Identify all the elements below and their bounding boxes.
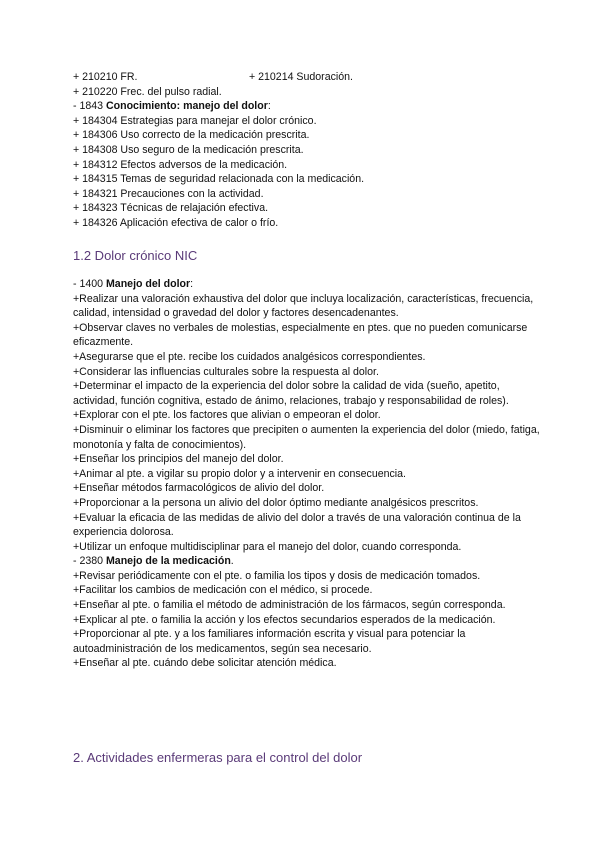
list-item: +Realizar una valoración exhaustiva del dolor que incluya localización, características, frecuencia, calidad, intensidad o gravedad del dolor y factores desencadenantes. bbox=[73, 292, 534, 320]
list-item: +Animar al pte. a vigilar su propio dolor y a intervenir en consecuencia. bbox=[73, 467, 406, 480]
list-item: +Observar claves no verbales de molestias, especialmente en ptes. que no pueden comunicarse eficazmente. bbox=[73, 321, 528, 349]
list-item: +Proporcionar a la persona un alivio del dolor óptimo mediante analgésicos prescritos. bbox=[73, 496, 479, 509]
section-2380-title: - 2380 Manejo de la medicación. bbox=[73, 555, 234, 568]
list-item: + 184312 Efectos adversos de la medicación. bbox=[73, 158, 288, 171]
list-item: +Proporcionar al pte. y a los familiares información escrita y visual para potenciar la autoadministración de los medicamentos, según sea necesario. bbox=[73, 628, 466, 655]
section-heading-1-2: 1.2 Dolor crónico NIC bbox=[73, 248, 198, 263]
list-item: +Enseñar al pte. o familia el método de administración de los fármacos, según corresponda. bbox=[73, 599, 506, 612]
list-item: + 184321 Precauciones con la actividad. bbox=[73, 187, 264, 200]
section-1843-title: - 1843 Conocimiento: manejo del dolor: bbox=[73, 100, 271, 113]
section-1400-title: - 1400 Manejo del dolor: bbox=[73, 278, 194, 290]
indicator-fr: + 210210 FR. bbox=[73, 71, 138, 83]
list-item: +Explicar al pte. o familia la acción y los efectos secundarios esperados de la medicación. bbox=[73, 613, 496, 626]
noc-block bbox=[73, 70, 543, 231]
indicator-pulso: + 210220 Frec. del pulso radial. bbox=[73, 85, 222, 98]
list-item: +Enseñar los principios del manejo del dolor. bbox=[73, 453, 284, 466]
list-item: +Facilitar los cambios de medicación con el médico, si procede. bbox=[73, 584, 373, 597]
list-item: +Disminuir o eliminar los factores que precipiten o aumenten la experiencia del dolor (miedo, fatiga, monotonía y falta de conocimientos). bbox=[73, 423, 540, 451]
list-item: + 184308 Uso seguro de la medicación prescrita. bbox=[73, 143, 304, 156]
list-item: + 184323 Técnicas de relajación efectiva. bbox=[73, 202, 269, 215]
nic-block bbox=[73, 277, 543, 671]
indicator-row bbox=[73, 70, 543, 85]
list-item: +Considerar las influencias culturales sobre la respuesta al dolor. bbox=[73, 365, 379, 378]
list-item: + 184304 Estrategias para manejar el dolor crónico. bbox=[73, 114, 317, 127]
list-item: + 184315 Temas de seguridad relacionada con la medicación. bbox=[73, 173, 365, 186]
list-item: +Enseñar métodos farmacológicos de alivio del dolor. bbox=[73, 482, 325, 495]
list-item: + 184306 Uso correcto de la medicación prescrita. bbox=[73, 129, 310, 142]
list-item: +Asegurarse que el pte. recibe los cuidados analgésicos correspondientes. bbox=[73, 350, 426, 363]
list-item: +Revisar periódicamente con el pte. o familia los tipos y dosis de medicación tomados. bbox=[73, 569, 481, 582]
list-item: + 184326 Aplicación efectiva de calor o frío. bbox=[73, 216, 279, 229]
list-item: +Enseñar al pte. cuándo debe solicitar atención médica. bbox=[73, 657, 337, 670]
list-item: +Utilizar un enfoque multidisciplinar para el manejo del dolor, cuando corresponda. bbox=[73, 540, 462, 553]
list-item: +Determinar el impacto de la experiencia del dolor sobre la calidad de vida (sueño, apetito, actividad, función cognitiva, estado de ánimo, relaciones, trabajo y responsabilidad de roles). bbox=[73, 380, 509, 407]
indicator-sudoracion: + 210214 Sudoración. bbox=[249, 71, 353, 83]
list-item: +Explorar con el pte. los factores que alivian o empeoran el dolor. bbox=[73, 409, 381, 422]
section-heading-2: 2. Actividades enfermeras para el control del dolor bbox=[73, 750, 363, 765]
list-item: +Evaluar la eficacia de las medidas de alivio del dolor a través de una valoración continua de la experiencia dolorosa. bbox=[73, 511, 521, 539]
